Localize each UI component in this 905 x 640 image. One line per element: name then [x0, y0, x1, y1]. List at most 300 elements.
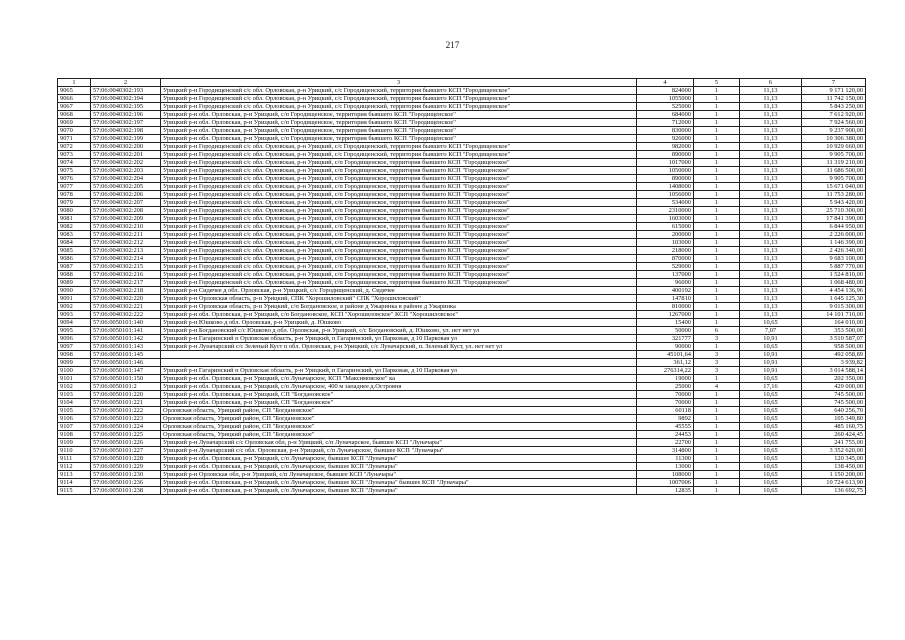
table-row — [58, 439, 866, 447]
rate: 11,13 — [740, 215, 802, 223]
table-row — [58, 295, 866, 303]
cadastral-value: 14 101 710,00 — [802, 311, 866, 319]
row-number: 9083 — [58, 231, 91, 239]
cadastral-number: 57:06:0040302:197 — [91, 119, 161, 127]
cadastral-number: 57:06:0040302:214 — [91, 255, 161, 263]
table-row — [58, 471, 866, 479]
address: Урицкий р-н обл. Орловская, р-н Урицкий, с/п Городищенское, территория бывшего КСП "Городищенское" — [161, 127, 637, 135]
group-code: 1 — [694, 111, 740, 119]
cadastral-value: 745 500,00 — [802, 399, 866, 407]
address: Урицкий р-н Городищенский с/с обл. Орловская, р-н Урицкий, с/с Городищенский, территория бывшего КСП "Городищенское" — [161, 143, 637, 151]
cadastral-number: 57:06:0050101:238 — [91, 487, 161, 495]
table-row — [58, 447, 866, 455]
rate: 11,13 — [740, 159, 802, 167]
table-row — [58, 335, 866, 343]
rate: 11,13 — [740, 111, 802, 119]
rate: 10,65 — [740, 439, 802, 447]
cadastral-value: 5 943 420,00 — [802, 199, 866, 207]
row-number: 9096 — [58, 335, 91, 343]
cadastral-value: 9 015 300,00 — [802, 303, 866, 311]
table-row — [58, 343, 866, 351]
area: 890000 — [637, 151, 694, 159]
area: 400192 — [637, 287, 694, 295]
area: 525000 — [637, 103, 694, 111]
rate: 10,65 — [740, 423, 802, 431]
area: 321777 — [637, 335, 694, 343]
group-code: 1 — [694, 319, 740, 327]
group-code: 1 — [694, 127, 740, 135]
rate: 17,16 — [740, 383, 802, 391]
cadastral-value: 5 843 250,00 — [802, 103, 866, 111]
cadastral-value: 640 256,70 — [802, 407, 866, 415]
row-number: 9103 — [58, 391, 91, 399]
cadastral-value: 260 424,45 — [802, 431, 866, 439]
area: 926000 — [637, 135, 694, 143]
rate: 10,65 — [740, 455, 802, 463]
cadastral-number: 57:06:0050101:221 — [91, 399, 161, 407]
table-row — [58, 303, 866, 311]
group-code: 1 — [694, 463, 740, 471]
rate: 10,91 — [740, 351, 802, 359]
table-row — [58, 319, 866, 327]
group-code: 1 — [694, 311, 740, 319]
rate: 10,65 — [740, 375, 802, 383]
row-number: 9079 — [58, 199, 91, 207]
area: 200000 — [637, 231, 694, 239]
cadastral-number: 57:06:0040302:201 — [91, 151, 161, 159]
group-code: 1 — [694, 199, 740, 207]
table-row — [58, 87, 866, 95]
table-row — [58, 263, 866, 271]
row-number: 9077 — [58, 183, 91, 191]
address: Урицкий р-н Городищенский с/с обл. Орловская, р-н Урицкий, с/п Городищенское, территория бывшего КСП "Городищенское" — [161, 159, 637, 167]
group-code: 1 — [694, 399, 740, 407]
address: Урицкий р-н обл. Орловская, р-н Урицкий, с/п Луначарское, бывшее КСП "Луначары" — [161, 463, 637, 471]
area: 147810 — [637, 295, 694, 303]
area: 2310000 — [637, 207, 694, 215]
table-row — [58, 167, 866, 175]
rate: 11,13 — [740, 303, 802, 311]
cadastral-number: 57:06:0040302:215 — [91, 263, 161, 271]
table-row — [58, 399, 866, 407]
page-number: 217 — [445, 40, 460, 50]
cadastral-number: 57:06:0050101:220 — [91, 391, 161, 399]
cadastral-value: 164 010,00 — [802, 319, 866, 327]
cadastral-value: 1 146 390,00 — [802, 239, 866, 247]
address: Орловская область, Урицкий район, СП "Богдановское" — [161, 407, 637, 415]
address: Урицкий р-н Городищенский с/с обл. Орловская, р-н Урицкий, с/п Городищенское, территория бывшего КСП "Городищенское" — [161, 271, 637, 279]
area: 529000 — [637, 263, 694, 271]
cadastral-number: 57:06:0050101:229 — [91, 463, 161, 471]
row-number: 9070 — [58, 127, 91, 135]
row-number: 9074 — [58, 159, 91, 167]
table-row — [58, 95, 866, 103]
rate: 11,13 — [740, 191, 802, 199]
area: 890000 — [637, 175, 694, 183]
address: Урицкий р-н Гагаринский п Орловская область, р-н Урицкий, п Гагаринский, ул Парковая, д 10 Парковая ул — [161, 367, 637, 375]
group-code: 1 — [694, 279, 740, 287]
area: 314800 — [637, 447, 694, 455]
rate: 10,65 — [740, 343, 802, 351]
table-row — [58, 151, 866, 159]
row-number: 9092 — [58, 303, 91, 311]
area: 45555 — [637, 423, 694, 431]
area: 361,12 — [637, 359, 694, 367]
column-header: 2 — [91, 79, 161, 87]
cadastral-value: 11 319 210,00 — [802, 159, 866, 167]
group-code: 1 — [694, 375, 740, 383]
group-code: 1 — [694, 159, 740, 167]
group-code: 1 — [694, 303, 740, 311]
rate: 11,13 — [740, 295, 802, 303]
group-code: 3 — [694, 335, 740, 343]
area: 1050000 — [637, 167, 694, 175]
cadastral-value: 9 905 700,00 — [802, 175, 866, 183]
group-code: 1 — [694, 391, 740, 399]
area: 45101,64 — [637, 351, 694, 359]
group-code: 1 — [694, 487, 740, 495]
area: 830000 — [637, 127, 694, 135]
rate: 10,91 — [740, 367, 802, 375]
rate: 11,13 — [740, 143, 802, 151]
row-number: 9112 — [58, 463, 91, 471]
row-number: 9102 — [58, 383, 91, 391]
address: Урицкий р-н Городищенский с/с обл. Орловская, р-н Урицкий, с/п Городищенское, территория бывшего КСП "Городищенское" — [161, 183, 637, 191]
group-code: 1 — [694, 447, 740, 455]
row-number: 9108 — [58, 431, 91, 439]
cadastral-number: 57:06:0040302:212 — [91, 239, 161, 247]
cadastral-number: 57:06:0050101:141 — [91, 327, 161, 335]
cadastral-number: 57:06:0050101:224 — [91, 423, 161, 431]
address: Урицкий р-н обл. Орловская, р-н Урицкий, с/п Богдановское, КСП "Хорошиловское" КСП "Хорошиловское" — [161, 311, 637, 319]
area: 90000 — [637, 343, 694, 351]
group-code: 3 — [694, 359, 740, 367]
cadastral-value: 15 671 040,00 — [802, 183, 866, 191]
row-number: 9069 — [58, 119, 91, 127]
rate: 11,13 — [740, 167, 802, 175]
table-row — [58, 311, 866, 319]
area: 684000 — [637, 111, 694, 119]
area: 9892 — [637, 415, 694, 423]
cadastral-number: 57:06:0040302:193 — [91, 87, 161, 95]
row-number: 9088 — [58, 271, 91, 279]
address: Урицкий р-н Городищенский с/с обл. Орловская, р-н Урицкий, с/п Городищенское, территория бывшего КСП "Городищенское" — [161, 255, 637, 263]
area: 1056000 — [637, 191, 694, 199]
rate: 10,65 — [740, 407, 802, 415]
table-row — [58, 287, 866, 295]
table-row — [58, 135, 866, 143]
area: 108000 — [637, 471, 694, 479]
cadastral-value: 9 683 100,00 — [802, 255, 866, 263]
address: Урицкий р-н Городищенский с/с обл. Орловская, р-н Урицкий, с/п Городищенское, территория бывшего КСП "Городищенское" — [161, 167, 637, 175]
cadastral-number: 57:06:0050101:223 — [91, 415, 161, 423]
cadastral-number: 57:06:0050101:140 — [91, 319, 161, 327]
cadastral-number: 57:06:0040302:220 — [91, 295, 161, 303]
row-number: 9106 — [58, 415, 91, 423]
cadastral-value: 1 150 200,00 — [802, 471, 866, 479]
group-code: 1 — [694, 135, 740, 143]
rate: 11,13 — [740, 175, 802, 183]
row-number: 9065 — [58, 87, 91, 95]
cadastral-value: 10 306 380,00 — [802, 135, 866, 143]
rate: 10,65 — [740, 391, 802, 399]
cadastral-value: 429 000,00 — [802, 383, 866, 391]
rate: 11,13 — [740, 183, 802, 191]
table-body — [58, 87, 866, 495]
row-number: 9095 — [58, 327, 91, 335]
table-row — [58, 359, 866, 367]
row-number: 9107 — [58, 423, 91, 431]
address — [161, 359, 637, 367]
address: Урицкий р-н Городищенский с/с обл. Орловская, р-н Урицкий, с/п Городищенское, территория бывшего КСП "Городищенское" — [161, 191, 637, 199]
cadastral-value: 9 237 900,00 — [802, 127, 866, 135]
cadastral-value: 2 226 000,00 — [802, 231, 866, 239]
cadastral-number: 57:06:0050101:147 — [91, 367, 161, 375]
cadastral-value: 3 510 587,07 — [802, 335, 866, 343]
area: 1017000 — [637, 159, 694, 167]
cadastral-value: 3 352 620,00 — [802, 447, 866, 455]
table-row — [58, 375, 866, 383]
cadastral-value: 6 844 950,00 — [802, 223, 866, 231]
cadastral-number: 57:06:0050101:225 — [91, 431, 161, 439]
address: Урицкий р-н обл. Орловская, р-н Урицкий, с/п Городищенское, территория бывшего КСП "Городищенское" — [161, 111, 637, 119]
address: Урицкий р-н Сидячее д обл. Орловская, р-н Урицкий, с/с Городищенский, д. Сидячее — [161, 287, 637, 295]
group-code: 1 — [694, 407, 740, 415]
table-row — [58, 271, 866, 279]
address: Урицкий р-н Городищенский с/с обл. Орловская, р-н Урицкий, с/с Городищенский, территория бывшего КСП "Городищенское" — [161, 87, 637, 95]
table-row — [58, 111, 866, 119]
area: 824000 — [637, 87, 694, 95]
row-number: 9091 — [58, 295, 91, 303]
area: 1408000 — [637, 183, 694, 191]
group-code: 1 — [694, 119, 740, 127]
cadastral-number: 57:06:0040302:202 — [91, 159, 161, 167]
cadastral-number: 57:06:0040302:206 — [91, 191, 161, 199]
address: Урицкий р-н Городищенский с/с обл. Орловская, р-н Урицкий, с/п Городищенское, территория бывшего КСП "Городищенское" — [161, 215, 637, 223]
row-number: 9100 — [58, 367, 91, 375]
group-code: 1 — [694, 167, 740, 175]
area: 19000 — [637, 375, 694, 383]
area: 70000 — [637, 391, 694, 399]
address: Урицкий р-н обл. Орловская, р-н Урицкий, с/п Городищенское, территория бывшего КСП "Городищенское" — [161, 135, 637, 143]
group-code: 1 — [694, 95, 740, 103]
table-row — [58, 199, 866, 207]
group-code: 1 — [694, 431, 740, 439]
cadastral-value: 3 939,82 — [802, 359, 866, 367]
row-number: 9110 — [58, 447, 91, 455]
row-number: 9080 — [58, 207, 91, 215]
table-row — [58, 367, 866, 375]
rate: 11,13 — [740, 231, 802, 239]
area: 615000 — [637, 223, 694, 231]
group-code: 1 — [694, 191, 740, 199]
area: 15400 — [637, 319, 694, 327]
rate: 10,65 — [740, 415, 802, 423]
address: Урицкий р-н Орловская область, р-н Урицкий, СПК "Хорошиловский" СПК "Хорошиловский" — [161, 295, 637, 303]
cadastral-number: 57:06:0050101:236 — [91, 479, 161, 487]
address: Урицкий р-н обл. Орловская, р-н Урицкий, СП "Богдановское" — [161, 399, 637, 407]
cadastral-value: 1 524 810,00 — [802, 271, 866, 279]
row-number: 9094 — [58, 319, 91, 327]
row-number: 9082 — [58, 223, 91, 231]
cadastral-number: 57:06:0040302:208 — [91, 207, 161, 215]
group-code: 1 — [694, 247, 740, 255]
address: Урицкий р-н обл. Орловская, р-н Урицкий, с/п Луначарское, КСП "Максимовское" ка — [161, 375, 637, 383]
table-row — [58, 191, 866, 199]
table-row — [58, 487, 866, 495]
table-row — [58, 455, 866, 463]
area: 276314,22 — [637, 367, 694, 375]
address: Урицкий р-н Городищенский с/с обл. Орловская, р-н Урицкий, с/п Городищенское, территория бывшего КСП "Городищенское" — [161, 199, 637, 207]
table-row — [58, 279, 866, 287]
address: Урицкий р-н Городищенский с/с обл. Орловская, р-н Урицкий, с/с Городищенский, территория бывшего КСП "Городищенское" — [161, 95, 637, 103]
cadastral-value: 492 058,89 — [802, 351, 866, 359]
table-row — [58, 215, 866, 223]
rate: 10,91 — [740, 335, 802, 343]
row-number: 9086 — [58, 255, 91, 263]
cadastral-number: 57:06:0050101:222 — [91, 407, 161, 415]
cadastral-number: 57:06:0050101:226 — [91, 439, 161, 447]
row-number: 9101 — [58, 375, 91, 383]
row-number: 9073 — [58, 151, 91, 159]
address: Урицкий р-н Городищенский с/с обл. Орловская, р-н Урицкий, с/п Городищенское, территория бывшего КСП "Городищенское" — [161, 175, 637, 183]
group-code: 1 — [694, 439, 740, 447]
group-code: 1 — [694, 103, 740, 111]
row-number: 9099 — [58, 359, 91, 367]
area: 25000 — [637, 383, 694, 391]
cadastral-number: 57:06:0040302:204 — [91, 175, 161, 183]
rate: 10,65 — [740, 471, 802, 479]
row-number: 9090 — [58, 287, 91, 295]
address: Урицкий р-н Луначарский с/с Зеленый Куст п обл. Орловская, р-н Урицкий, с/с Луначарский, п. Зеленый Куст, ул. нет нет ул — [161, 343, 637, 351]
rate: 11,13 — [740, 199, 802, 207]
cadastral-value: 353 500,00 — [802, 327, 866, 335]
area: 534000 — [637, 199, 694, 207]
cadastral-value: 485 160,75 — [802, 423, 866, 431]
area: 870000 — [637, 255, 694, 263]
column-header: 1 — [58, 79, 91, 87]
rate: 11,13 — [740, 247, 802, 255]
cadastral-number: 57:06:0050101:230 — [91, 471, 161, 479]
address: Урицкий р-н Городищенский с/с обл. Орловская, р-н Урицкий, с/п Городищенское, территория бывшего КСП "Городищенское" — [161, 223, 637, 231]
table-row — [58, 103, 866, 111]
table-row — [58, 231, 866, 239]
rate: 11,13 — [740, 311, 802, 319]
cadastral-value: 4 454 136,96 — [802, 287, 866, 295]
cadastral-value: 136 692,75 — [802, 487, 866, 495]
table-row — [58, 119, 866, 127]
cadastral-number: 57:06:0040302:211 — [91, 231, 161, 239]
cadastral-number: 57:06:0040302:199 — [91, 135, 161, 143]
row-number: 9067 — [58, 103, 91, 111]
table-row — [58, 223, 866, 231]
cadastral-number: 57:06:0040302:200 — [91, 143, 161, 151]
column-header: 6 — [740, 79, 802, 87]
cadastral-value: 7 924 560,00 — [802, 119, 866, 127]
cadastral-value: 17 841 390,00 — [802, 215, 866, 223]
cadastral-number: 57:06:0040302:194 — [91, 95, 161, 103]
rate: 11,13 — [740, 207, 802, 215]
table-row — [58, 183, 866, 191]
rate: 11,13 — [740, 263, 802, 271]
area: 712000 — [637, 119, 694, 127]
address: Урицкий р-н Городищенский с/с обл. Орловская, р-н Урицкий, с/с Городищенский, территория бывшего КСП "Городищенское" — [161, 103, 637, 111]
group-code: 4 — [694, 383, 740, 391]
group-code: 1 — [694, 455, 740, 463]
cadastral-number: 57:06:0040302:217 — [91, 279, 161, 287]
cadastral-number: 57:06:0050101:227 — [91, 447, 161, 455]
group-code: 1 — [694, 143, 740, 151]
cadastral-value: 11 742 150,00 — [802, 95, 866, 103]
cadastral-number: 57:06:0050101:2 — [91, 383, 161, 391]
area: 1007006 — [637, 479, 694, 487]
row-number: 9071 — [58, 135, 91, 143]
table-row — [58, 431, 866, 439]
table-row — [58, 463, 866, 471]
row-number: 9113 — [58, 471, 91, 479]
area: 1603000 — [637, 215, 694, 223]
table-row — [58, 175, 866, 183]
area: 96000 — [637, 279, 694, 287]
cadastral-number: 57:06:0040302:209 — [91, 215, 161, 223]
row-number: 9072 — [58, 143, 91, 151]
cadastral-number: 57:06:0040302:207 — [91, 199, 161, 207]
table-row — [58, 423, 866, 431]
cadastral-value: 1 645 125,30 — [802, 295, 866, 303]
rate: 11,13 — [740, 271, 802, 279]
cadastral-number: 57:06:0050101:143 — [91, 343, 161, 351]
cadastral-value-table — [57, 78, 866, 495]
table-row — [58, 407, 866, 415]
group-code: 1 — [694, 239, 740, 247]
table-row — [58, 255, 866, 263]
cadastral-number: 57:06:0040302:195 — [91, 103, 161, 111]
table-row — [58, 383, 866, 391]
area: 12835 — [637, 487, 694, 495]
rate: 11,13 — [740, 279, 802, 287]
group-code: 1 — [694, 271, 740, 279]
address: Урицкий р-н Городищенский с/с обл. Орловская, р-н Урицкий, с/п Городищенское, территория бывшего КСП "Городищенское" — [161, 239, 637, 247]
address: Урицкий р-н Орловская область, р-н Урицкий, с/п Богдановское, в районе д Ужаринка в районе д Ужаринка — [161, 303, 637, 311]
row-number: 9114 — [58, 479, 91, 487]
address: Урицкий р-н Орловская обл, р-н Урицкий, с/п Луначарское, бывшее КСП "Луначары" — [161, 471, 637, 479]
group-code: 1 — [694, 263, 740, 271]
cadastral-value: 11 686 500,00 — [802, 167, 866, 175]
address: Урицкий р-н Городищенский с/с обл. Орловская, р-н Урицкий, с/с Городищенский, территория бывшего КСП "Городищенское" — [161, 151, 637, 159]
rate: 11,13 — [740, 119, 802, 127]
table-row — [58, 239, 866, 247]
cadastral-value: 10 929 660,00 — [802, 143, 866, 151]
row-number: 9075 — [58, 167, 91, 175]
row-number: 9078 — [58, 191, 91, 199]
row-number: 9105 — [58, 407, 91, 415]
table-row — [58, 351, 866, 359]
rate: 10,65 — [740, 447, 802, 455]
area: 11300 — [637, 455, 694, 463]
cadastral-value: 958 500,00 — [802, 343, 866, 351]
column-header: 4 — [637, 79, 694, 87]
table-row — [58, 415, 866, 423]
rate: 7,07 — [740, 327, 802, 335]
row-number: 9068 — [58, 111, 91, 119]
cadastral-value: 2 426 340,00 — [802, 247, 866, 255]
column-header: 3 — [161, 79, 637, 87]
row-number: 9066 — [58, 95, 91, 103]
cadastral-value: 138 450,00 — [802, 463, 866, 471]
group-code: 1 — [694, 343, 740, 351]
area: 982000 — [637, 143, 694, 151]
group-code: 1 — [694, 231, 740, 239]
